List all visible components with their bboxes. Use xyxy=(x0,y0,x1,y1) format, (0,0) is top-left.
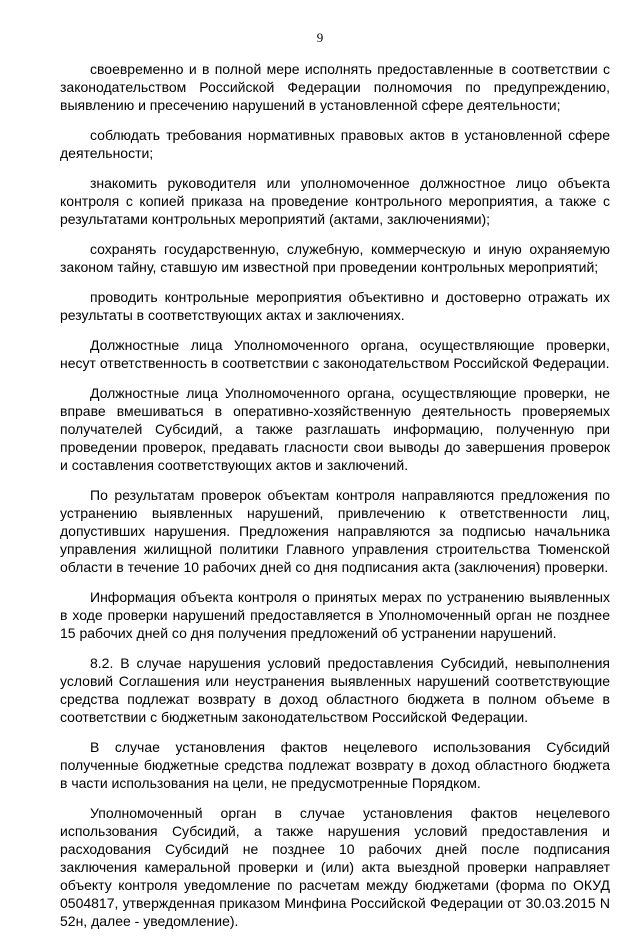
paragraph: По результатам проверок объектам контроля направляются предложения по устранению выявленных нарушений, привлечению к ответственности лиц, допустивших нарушения. Предложения направляются за подписью начальника управления жилищной политики Главного управления строительства Тюменской области в течение 10 рабочих дней со дня подписания акта (заключения) проверки. xyxy=(60,487,610,575)
paragraph: Уполномоченный орган в случае установления фактов нецелевого использования Субсидий, а также нарушения условий предоставления и расходования Субсидий не позднее 10 рабочих дней после подписания заключения камеральной проверки и (или) акта выездной проверки направляет объекту контроля уведомление по расчетам между бюджетами (форма по ОКУД 0504817, утвержденная приказом Минфина Российской Федерации от 30.03.2015 N 52н, далее - уведомление). xyxy=(60,805,610,929)
paragraph: проводить контрольные мероприятия объективно и достоверно отражать их результаты в соответствующих актах и заключениях. xyxy=(60,289,610,323)
paragraph: знакомить руководителя или уполномоченное должностное лицо объекта контроля с копией приказа на проведение контрольного мероприятия, а также с результатами контрольных мероприятий (актами, заключениями); xyxy=(60,175,610,227)
paragraph: Должностные лица Уполномоченного органа, осуществляющие проверки, несут ответственность в соответствии с законодательством Российской Федерации. xyxy=(60,337,610,371)
paragraph: Информация объекта контроля о принятых мерах по устранению выявленных в ходе проверки нарушений предоставляется в Уполномоченный орган не позднее 15 рабочих дней со дня получения предложений об устранении нарушений. xyxy=(60,589,610,641)
paragraph: соблюдать требования нормативных правовых актов в установленной сфере деятельности; xyxy=(60,127,610,161)
paragraph: сохранять государственную, служебную, коммерческую и иную охраняемую законом тайну, ставшую им известной при проведении контрольных мероприятий; xyxy=(60,241,610,275)
paragraph: своевременно и в полной мере исполнять предоставленные в соответствии с законодательством Российской Федерации полномочия по предупреждению, выявлению и пресечению нарушений в установленной сфере деятельности; xyxy=(60,61,610,113)
paragraph: В случае установления фактов нецелевого использования Субсидий полученные бюджетные средства подлежат возврату в доход областного бюджета в части использования на цели, не предусмотренные Порядком. xyxy=(60,739,610,791)
page-number: 9 xyxy=(316,30,324,45)
document-body xyxy=(60,60,610,942)
paragraph: Должностные лица Уполномоченного органа, осуществляющие проверки, не вправе вмешиваться в оперативно-хозяйственную деятельность проверяемых получателей Субсидий, а также разглашать информацию, полученную при проведении проверок, предавать гласности свои выводы до завершения проверок и составления соответствующих актов и заключений. xyxy=(60,385,610,473)
paragraph: 8.2. В случае нарушения условий предоставления Субсидий, невыполнения условий Соглашения или неустранения выявленных нарушений соответствующие средства подлежат возврату в доход областного бюджета в полном объеме в соответствии с бюджетным законодательством Российской Федерации. xyxy=(60,655,610,725)
